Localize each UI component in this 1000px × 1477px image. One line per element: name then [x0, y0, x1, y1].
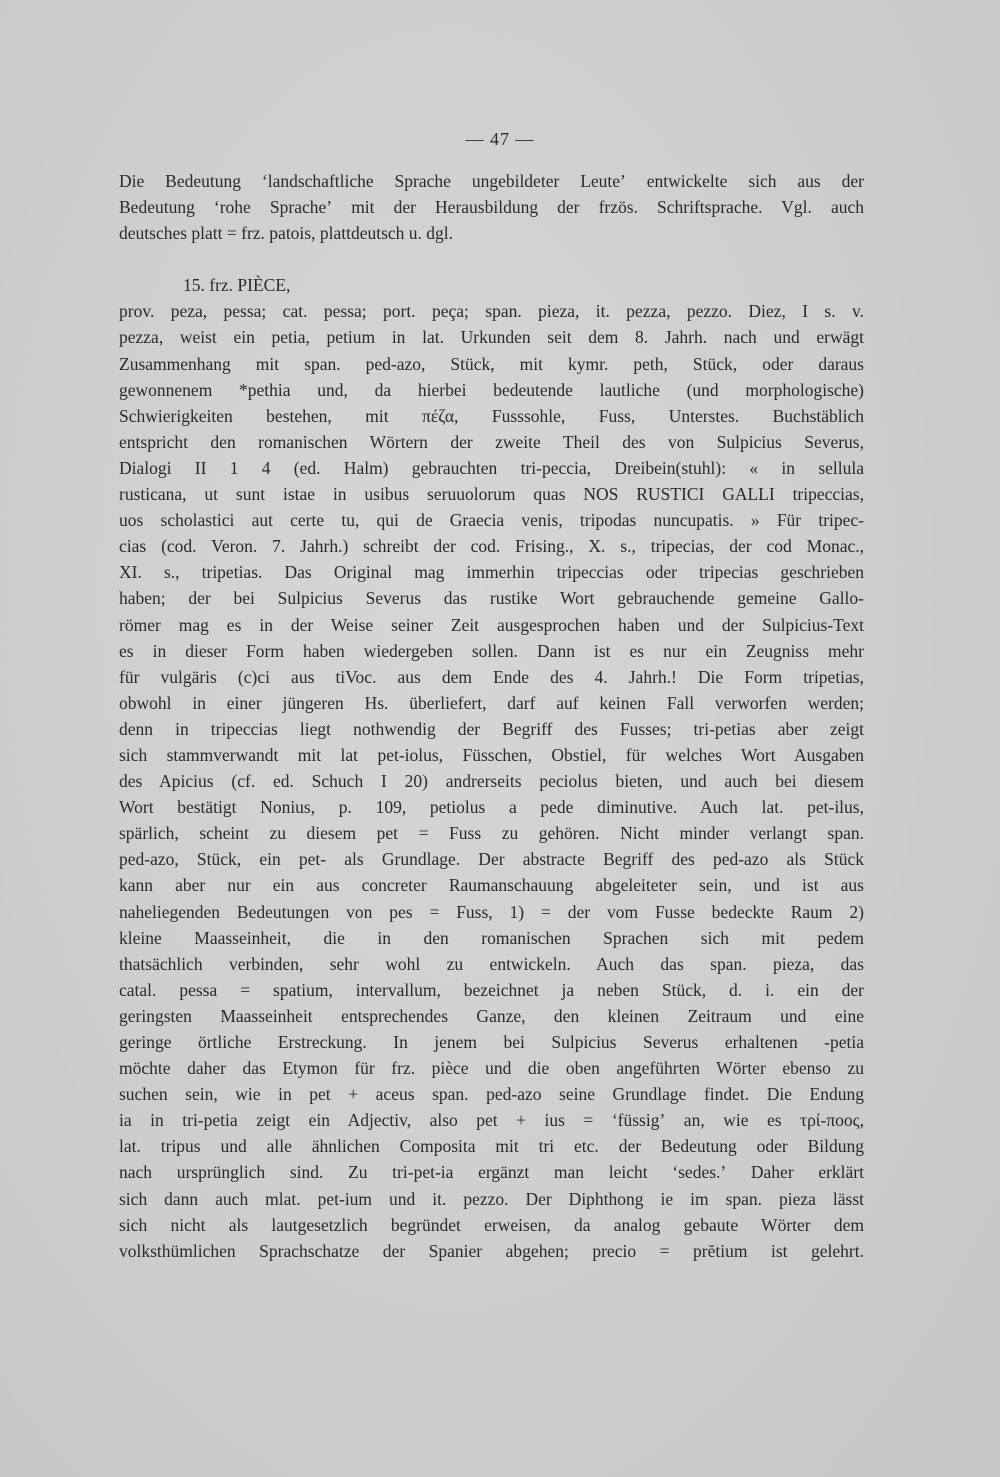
text-line: lat. tripus und alle ähnlichen Composita mit tri etc. der Bedeutung oder Bildung: [119, 1136, 864, 1157]
text-line: entspricht den romanischen Wörtern der zweite Theil des von Sulpicius Severus,: [119, 431, 864, 452]
text-line: rusticana, ut sunt istae in usibus seruuolorum quas NOS RUSTICI GALLI tripeccias,: [119, 484, 864, 505]
text-line: cias (cod. Veron. 7. Jahrh.) schreibt der cod. Frising., X. s., tripecias, der cod Monac.,: [119, 536, 864, 557]
text-line: nach ursprünglich sind. Zu tri-pet-ia ergänzt man leicht ʻsedes.ʼ Daher erklärt: [119, 1162, 864, 1183]
text-line: kann aber nur ein aus concreter Raumanschauung abgeleiteter sein, und ist aus: [119, 875, 864, 896]
text-line: pezza, weist ein petia, petium in lat. Urkunden seit dem 8. Jahrh. nach und erwägt: [119, 327, 864, 348]
text-line: möchte daher das Etymon für frz. pièce und die oben angeführten Wörter ebenso zu: [119, 1058, 864, 1079]
page-body: [119, 168, 864, 1264]
text-line: XI. s., tripetias. Das Original mag immerhin tripeccias oder tripecias geschrieben: [119, 562, 864, 583]
text-line: obwohl in einer jüngeren Hs. überliefert, darf auf keinen Fall verworfen werden;: [119, 692, 864, 713]
text-line: suchen sein, wie in pet + aceus span. ped-azo seine Grundlage findet. Die Endung: [119, 1084, 864, 1105]
text-line: geringsten Maasseinheit entsprechendes Ganze, den kleinen Zeitraum und eine: [119, 1005, 864, 1026]
text-line: catal. pessa = spatium, intervallum, bezeichnet ja neben Stück, d. i. ein der: [119, 979, 864, 1000]
section-heading: 15. frz. PIÈCE,: [183, 275, 291, 296]
text-line: Dialogi II 1 4 (ed. Halm) gebrauchten tri-peccia, Dreibein(stuhl): « in sellula: [119, 457, 864, 478]
paragraph-1: [119, 168, 864, 246]
text-line: Wort bestätigt Nonius, p. 109, petiolus a pede diminutive. Auch lat. pet-ilus,: [119, 797, 864, 818]
text-line: kleine Maasseinheit, die in den romanischen Sprachen sich mit pedem: [119, 927, 864, 948]
text-line: römer mag es in der Weise seiner Zeit ausgesprochen haben und der Sulpicius-Text: [119, 614, 864, 635]
text-line: prov. peza, pessa; cat. pessa; port. peça; span. pieza, it. pezza, pezzo. Diez, I s. v.: [119, 301, 864, 322]
text-line: geringe örtliche Erstreckung. In jenem bei Sulpicius Severus erhaltenen -petia: [119, 1032, 864, 1052]
paragraph-2: [119, 298, 864, 1263]
text-line: sich dann auch mlat. pet-ium und it. pezzo. Der Diphthong ie im span. pieza lässt: [119, 1188, 864, 1209]
text-line: Die Bedeutung ʻlandschaftliche Sprache ungebildeter Leuteʼ entwickelte sich aus der: [119, 171, 864, 191]
text-line: sich nicht als lautgesetzlich begründet erweisen, da analog gebaute Wörter dem: [119, 1214, 864, 1235]
page-number: — 47 —: [465, 129, 535, 149]
text-line: naheliegenden Bedeutungen von pes = Fuss, 1) = der vom Fusse bedeckte Raum 2): [119, 901, 864, 922]
text-line: uos scholastici aut certe tu, qui de Graecia venis, tripodas nuncupatis. » Für tripec-: [119, 510, 864, 531]
text-line: Zusammenhang mit span. ped-azo, Stück, mit kymr. peth, Stück, oder daraus: [119, 353, 864, 374]
text-line: deutsches platt = frz. patois, plattdeutsch u. dgl.: [119, 223, 454, 244]
text-line: für vulgäris (c)ci aus tiVoc. aus dem Ende des 4. Jahrh.! Die Form tripetias,: [119, 666, 864, 687]
text-line: haben; der bei Sulpicius Severus das rustike Wort gebrauchende gemeine Gallo-: [119, 588, 864, 609]
text-line: Schwierigkeiten bestehen, mit πέζα, Fusssohle, Fuss, Unterstes. Buchstäblich: [119, 405, 864, 426]
text-line: des Apicius (cf. ed. Schuch I 20) andrerseits peciolus bieten, und auch bei diesem: [119, 771, 864, 792]
text-line: volksthümlichen Sprachschatze der Spanier abgehen; precio = prĕtium ist gelehrt.: [119, 1240, 864, 1261]
text-line: gewonnenem *pethia und, da hierbei bedeutende lautliche (und morphologische): [119, 379, 864, 400]
text-line: ped-azo, Stück, ein pet- als Grundlage. Der abstracte Begriff des ped-azo als Stück: [119, 849, 864, 870]
text-line: Bedeutung ʻrohe Spracheʼ mit der Herausbildung der frzös. Schriftsprache. Vgl. auch: [119, 197, 864, 218]
text-line: spärlich, scheint zu diesem pet = Fuss zu gehören. Nicht minder verlangt span.: [119, 823, 864, 844]
text-line: ia in tri-petia zeigt ein Adjectiv, also pet + ius = ʻfüssigʼ an, wie es τρί-ποος,: [119, 1110, 864, 1131]
spacer: [119, 246, 864, 272]
text-line: es in dieser Form haben wiedergeben sollen. Dann ist es nur ein Zeugniss mehr: [119, 640, 864, 661]
text-line: thatsächlich verbinden, sehr wohl zu entwickeln. Auch das span. pieza, das: [119, 953, 864, 974]
text-line: sich stammverwandt mit lat pet-iolus, Füsschen, Obstiel, für welches Wort Ausgaben: [119, 744, 864, 765]
text-line: denn in tripeccias liegt nothwendig der Begriff des Fusses; tri-petias aber zeigt: [119, 718, 864, 739]
